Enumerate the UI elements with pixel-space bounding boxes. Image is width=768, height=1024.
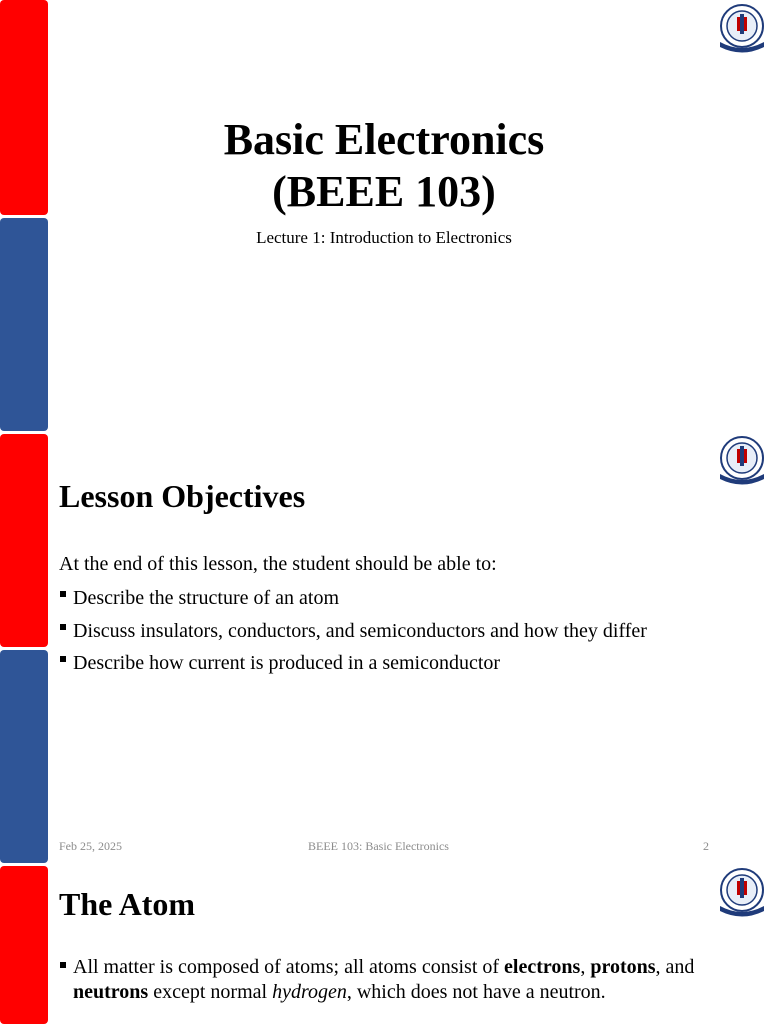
objective-text: Describe the structure of an atom (73, 587, 340, 609)
atom-term-hydrogen: hydrogen (272, 981, 347, 1003)
bullet-square-icon (60, 962, 66, 968)
footer-course: BEEE 103: Basic Electronics (308, 839, 449, 853)
bullet-square-icon (60, 656, 66, 662)
slide-subtitle: Lecture 1: Introduction to Electronics (256, 228, 512, 247)
lesson-objectives-heading: Lesson Objectives (59, 478, 306, 514)
atom-text-4: except normal (148, 981, 273, 1003)
objective-text: Describe how current is produced in a semiconductor (73, 652, 501, 674)
list-item (59, 615, 647, 648)
university-crest-icon (716, 866, 768, 918)
objectives-list (59, 582, 647, 680)
list-item (59, 647, 647, 680)
slide-title-line2: (BEEE 103) (272, 167, 496, 216)
university-crest-icon (716, 434, 768, 486)
footer-date: Feb 25, 2025 (59, 839, 122, 853)
atom-term-protons: protons (590, 956, 656, 978)
atom-text-5: , which does not have a neutron. (346, 981, 606, 1003)
atom-text-3: , and (655, 956, 695, 978)
accent-bar-red-2 (0, 434, 48, 647)
atom-text-2: , (580, 956, 591, 978)
list-item (59, 582, 647, 615)
objectives-intro: At the end of this lesson, the student should be able to: (59, 553, 497, 575)
atom-bullet (59, 955, 768, 1005)
objective-text: Discuss insulators, conductors, and semiconductors and how they differ (73, 619, 647, 642)
accent-bar-blue-1 (0, 218, 48, 431)
slide-title-line1: Basic Electronics (223, 115, 545, 164)
the-atom-heading: The Atom (59, 886, 195, 922)
atom-text-1: All matter is composed of atoms; all atoms consist of (73, 956, 505, 978)
atom-term-neutrons: neutrons (73, 981, 149, 1003)
bullet-square-icon (60, 591, 66, 597)
footer-page-number: 2 (703, 839, 709, 853)
accent-bar-red-3 (0, 866, 48, 1024)
slide-title (0, 114, 768, 218)
accent-bar-blue-2 (0, 650, 48, 863)
bullet-square-icon (60, 624, 66, 630)
university-crest-icon (716, 2, 768, 54)
atom-term-electrons: electrons (504, 956, 581, 978)
